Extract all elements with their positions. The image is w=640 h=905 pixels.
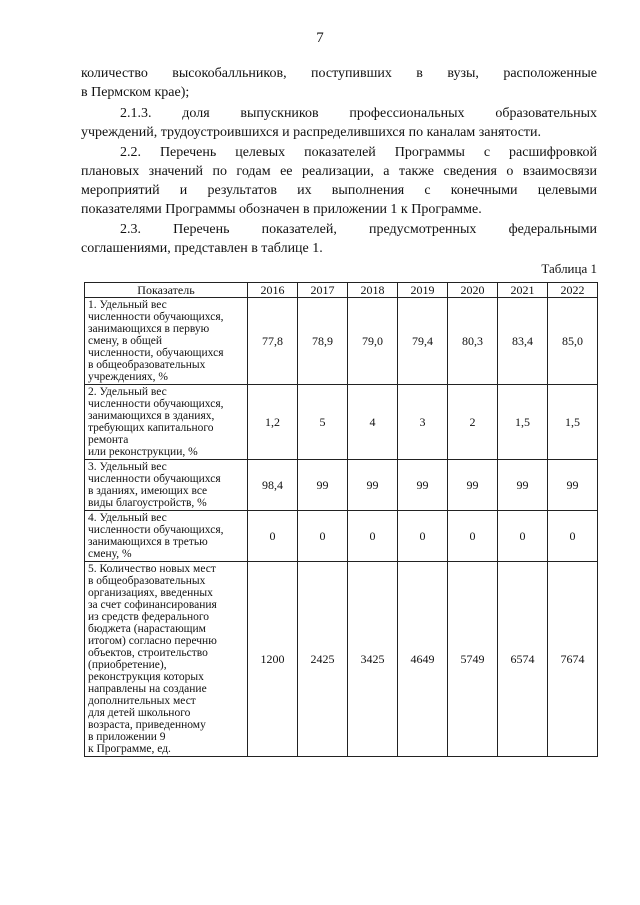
indicator-value: 79,0 — [348, 298, 398, 385]
indicator-label-line: в зданиях, имеющих все — [88, 485, 208, 497]
indicator-value: 1,5 — [498, 385, 548, 460]
indicator-value: 79,4 — [398, 298, 448, 385]
indicator-label-line: занимающихся в первую — [88, 323, 210, 335]
header-year: 2022 — [548, 283, 598, 298]
indicator-label-line: организациях, введенных — [88, 587, 213, 599]
header-year: 2021 — [498, 283, 548, 298]
indicator-label-line: 4. Удельный вес — [88, 512, 167, 524]
indicator-label-line: численности обучающихся — [88, 473, 221, 485]
indicator-label-line: или реконструкции, % — [88, 446, 198, 458]
indicator-label — [85, 562, 248, 757]
table-row — [85, 511, 598, 562]
indicator-label-line: объектов, строительство — [88, 647, 208, 659]
indicator-label-line: численности обучающихся, — [88, 524, 224, 536]
header-year: 2017 — [298, 283, 348, 298]
indicator-value: 80,3 — [448, 298, 498, 385]
indicator-value: 2425 — [298, 562, 348, 757]
indicator-label-line: численности, обучающихся — [88, 347, 224, 359]
indicator-label-line: бюджета (нарастающим — [88, 623, 206, 635]
header-year: 2018 — [348, 283, 398, 298]
indicator-label-line: виды благоустройств, % — [88, 497, 207, 509]
table-row — [85, 298, 598, 385]
indicator-label-line: смену, в общей — [88, 335, 163, 347]
indicator-label-line: из средств федерального — [88, 611, 210, 623]
paragraph-4-line-2: соглашениями, представлен в таблице 1. — [81, 241, 323, 256]
paragraph-2-line-2: учреждений, трудоустроившихся и распределившихся по каналам занятости. — [81, 125, 542, 140]
indicator-label-line: для детей школьного — [88, 707, 191, 719]
indicator-label-line: в общеобразовательных — [88, 359, 206, 371]
indicator-value: 3 — [398, 385, 448, 460]
indicator-value: 1,2 — [248, 385, 298, 460]
indicator-value: 1200 — [248, 562, 298, 757]
indicator-label-line: занимающихся в зданиях, — [88, 410, 215, 422]
indicator-value: 2 — [448, 385, 498, 460]
paragraph-3-line-3: мероприятий и результатов их выполнения с конечными целевыми — [81, 183, 597, 198]
indicators-table — [84, 282, 598, 757]
header-year: 2020 — [448, 283, 498, 298]
indicator-label-line: 3. Удельный вес — [88, 461, 167, 473]
table-row — [85, 562, 598, 757]
indicator-label — [85, 460, 248, 511]
indicator-label-line: направлены на создание — [88, 683, 207, 695]
indicator-value: 98,4 — [248, 460, 298, 511]
indicator-label-line: численности обучающихся, — [88, 398, 224, 410]
table-row — [85, 385, 598, 460]
indicator-value: 5749 — [448, 562, 498, 757]
indicator-value: 4 — [348, 385, 398, 460]
indicator-label-line: численности обучающихся, — [88, 311, 224, 323]
indicator-value: 1,5 — [548, 385, 598, 460]
indicator-label-line: смену, % — [88, 548, 132, 560]
table-row — [85, 460, 598, 511]
indicator-value: 85,0 — [548, 298, 598, 385]
indicator-label-line: учреждениях, % — [88, 371, 168, 383]
indicator-label — [85, 298, 248, 385]
indicator-label-line: дополнительных мест — [88, 695, 196, 707]
indicator-value: 5 — [298, 385, 348, 460]
paragraph-1-line-1: количество высокобалльников, поступивших в вузы, расположенные — [81, 66, 597, 81]
indicator-label-line: 1. Удельный вес — [88, 299, 167, 311]
indicator-value: 99 — [548, 460, 598, 511]
indicator-label-line: 5. Количество новых мест — [88, 563, 216, 575]
indicator-value: 78,9 — [298, 298, 348, 385]
indicator-value: 0 — [248, 511, 298, 562]
indicator-label-line: в приложении 9 — [88, 731, 166, 743]
indicator-value: 99 — [498, 460, 548, 511]
indicator-value: 6574 — [498, 562, 548, 757]
indicator-label-line: 2. Удельный вес — [88, 386, 167, 398]
indicator-label-line: к Программе, ед. — [88, 743, 171, 755]
indicator-label-line: итогом) согласно перечню — [88, 635, 217, 647]
indicator-value: 0 — [498, 511, 548, 562]
indicator-value: 0 — [298, 511, 348, 562]
indicator-label-line: занимающихся в третью — [88, 536, 208, 548]
indicator-value: 4649 — [398, 562, 448, 757]
paragraph-4-line-1: 2.3. Перечень показателей, предусмотренных федеральными — [120, 222, 597, 237]
indicator-value: 0 — [348, 511, 398, 562]
table-header-row — [85, 283, 598, 298]
paragraph-3-line-4: показателями Программы обозначен в приложении 1 к Программе. — [81, 202, 482, 217]
header-year: 2016 — [248, 283, 298, 298]
indicator-value: 99 — [448, 460, 498, 511]
indicator-label-line: возраста, приведенному — [88, 719, 206, 731]
indicator-label — [85, 385, 248, 460]
paragraph-3-line-1: 2.2. Перечень целевых показателей Программы с расшифровкой — [120, 145, 597, 160]
indicator-value: 99 — [398, 460, 448, 511]
paragraph-3-line-2: плановых значений по годам ее реализации, а также сведения о взаимосвязи — [81, 164, 597, 179]
indicator-value: 0 — [448, 511, 498, 562]
indicator-label — [85, 511, 248, 562]
indicator-value: 77,8 — [248, 298, 298, 385]
indicator-value: 83,4 — [498, 298, 548, 385]
indicator-value: 99 — [298, 460, 348, 511]
indicator-label-line: ремонта — [88, 434, 129, 446]
indicator-label-line: реконструкция которых — [88, 671, 204, 683]
paragraph-1-line-2: в Пермском крае); — [81, 85, 190, 100]
indicator-label-line: (приобретение), — [88, 659, 167, 671]
indicator-value: 0 — [548, 511, 598, 562]
indicator-label-line: в общеобразовательных — [88, 575, 206, 587]
paragraph-2-line-1: 2.1.3. доля выпускников профессиональных образовательных — [120, 106, 597, 121]
indicator-value: 99 — [348, 460, 398, 511]
header-year: 2019 — [398, 283, 448, 298]
indicator-label-line: за счет софинансирования — [88, 599, 217, 611]
header-indicator: Показатель — [85, 283, 248, 298]
indicator-label-line: требующих капитального — [88, 422, 214, 434]
page-number: 7 — [316, 30, 324, 46]
indicator-value: 7674 — [548, 562, 598, 757]
indicator-value: 0 — [398, 511, 448, 562]
table-caption: Таблица 1 — [541, 261, 597, 276]
indicator-value: 3425 — [348, 562, 398, 757]
